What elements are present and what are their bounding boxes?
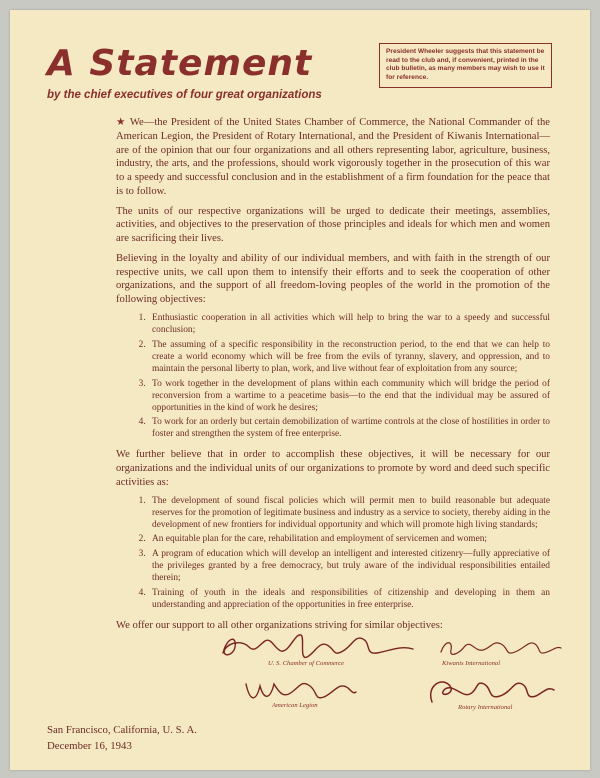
intro-paragraph — [116, 116, 550, 199]
list-item: 3. A program of education which will develop an intelligent and interested citizenry—fully appreciative of the privileges granted by a free democracy, but truly aware of the individual responsibilities entailed therein; — [148, 549, 550, 585]
statement-body — [116, 116, 550, 639]
units-paragraph: The units of our respective organizations will be urged to dedicate their meetings, assemblies, activities, and objectives to the preservation of those principles and ideals for which men and women are sacrificing their lives. — [116, 205, 550, 245]
list-item: 2. An equitable plan for the care, rehabilitation and employment of servicemen and women; — [148, 534, 550, 546]
signature-block — [210, 622, 570, 732]
chamber-caption: U. S. Chamber of Commerce — [268, 660, 344, 667]
rotary-caption: Rotary International — [458, 704, 513, 711]
list-item: 1. Enthusiastic cooperation in all activities which will help to bring the war to a speedy and successful conclusion; — [148, 313, 550, 337]
legion-caption: American Legion — [272, 702, 318, 709]
list-item: 4. To work for an orderly but certain demobilization of wartime controls at the close of hostilities in order to foster and strengthen the system of free enterprise. — [148, 417, 550, 441]
place-text: San Francisco, California, U. S. A. — [47, 724, 197, 736]
list-item: 4. Training of youth in the ideals and responsibilities of citizenship and developing in them an understanding and appreciation of the opportunities in free enterprise. — [148, 588, 550, 612]
activities-list — [116, 496, 550, 612]
notice-box: President Wheeler suggests that this statement be read to the club and, if convenient, printed in the club bulletin, as many members may wish to use it for reference. — [379, 43, 552, 88]
list-item: 1. The development of sound fiscal policies which will permit men to build reasonable but adequate reserves for the promotion of legitimate business and industry as a service to society, thereby aiding in the development of new frontiers for individual opportunity and which will promote high living standards; — [148, 496, 550, 532]
intro-text: We—the President of the United States Chamber of Commerce, the National Commander of the American Legion, the President of Rotary International, and the President of Kiwanis International—are of the opinion that our four organizations and all others representing labor, agriculture, business, industry, the arts, and the professions, should work vigorously together in the prosecution of this war to a speedy and successful conclusion and in the establishment of a firm foundation for the peace that is to follow. — [116, 117, 550, 197]
star-icon: ★ — [116, 117, 127, 128]
document-page — [10, 10, 590, 770]
document-title: A Statement — [47, 43, 313, 84]
belief-paragraph: Believing in the loyalty and ability of our individual members, and with faith in the strength of our respective units, we call upon them to intensify their efforts and to seek the cooperation of other organizations, and the support of all freedom-loving peoples of the world in the promotion of the following objectives: — [116, 252, 550, 306]
kiwanis-caption: Kiwanis International — [442, 660, 501, 667]
list-item: 3. To work together in the development of plans within each community which will bridge the period of reconversion from a wartime to a peacetime basis—to the end that the individual may be assured of opportunities in the kind of work he desires; — [148, 379, 550, 415]
document-subtitle: by the chief executives of four great organizations — [47, 89, 322, 101]
place-date — [47, 723, 197, 754]
further-paragraph: We further believe that in order to accomplish these objectives, it will be necessary for our organizations and the individual units of our organizations to promote by word and deed such specific activities as: — [116, 449, 550, 488]
date-text: December 16, 1943 — [47, 739, 132, 752]
objectives-list — [116, 313, 550, 441]
list-item: 2. The assuming of a specific responsibility in the reconstruction period, to the end that we can help to create a world economy which will be free from the evils of tyranny, slavery, and oppression, and to maintain the personal liberty to plan, work, and live without fear of exploitation from any source; — [148, 340, 550, 376]
kiwanis-signature — [435, 630, 565, 664]
closing-paragraph: We offer our support to all other organizations striving for similar objectives: — [116, 620, 443, 632]
